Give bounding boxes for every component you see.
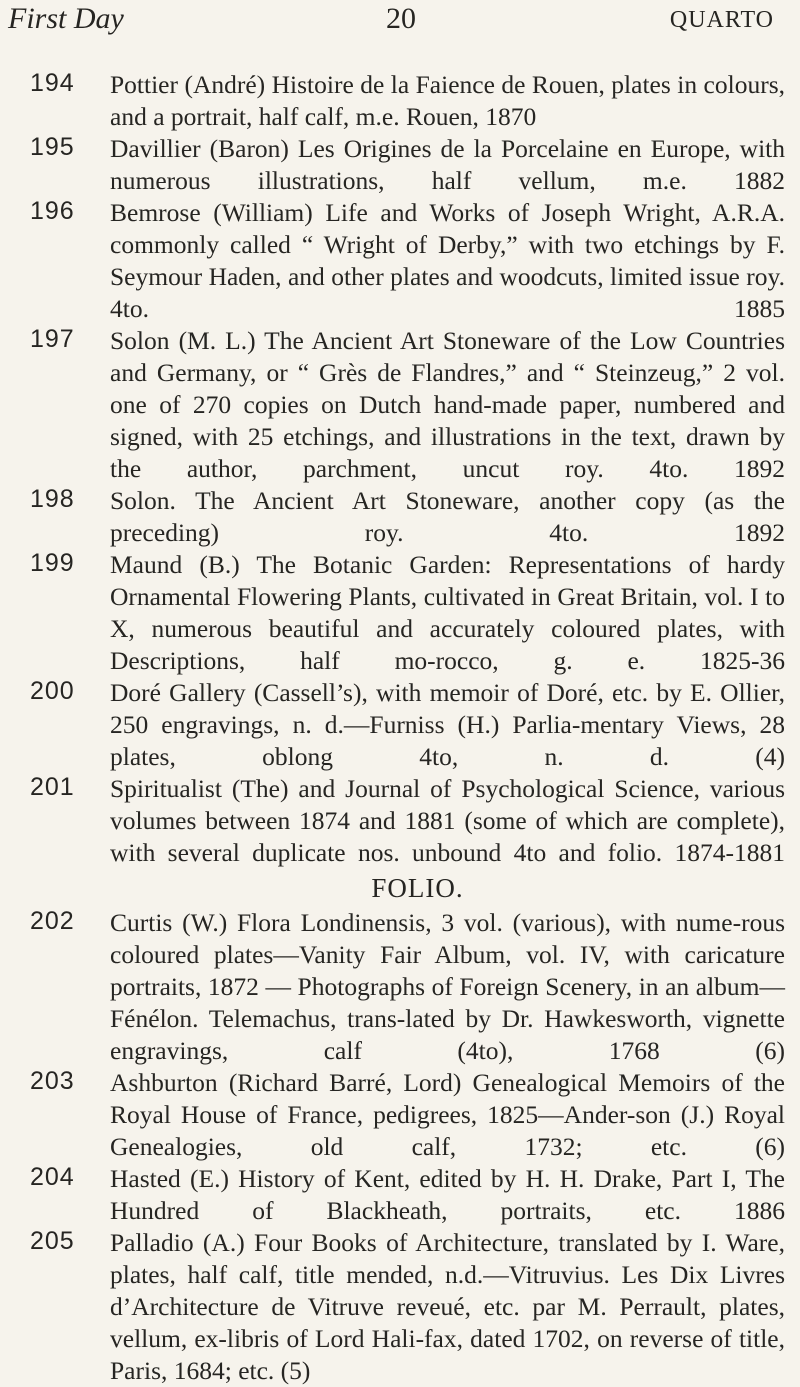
lot-entry bbox=[30, 485, 785, 549]
lot-entry bbox=[30, 1227, 785, 1387]
lot-number: 195 bbox=[30, 133, 75, 161]
lot-number: 201 bbox=[30, 773, 75, 801]
lot-entry bbox=[30, 197, 785, 325]
lot-entry bbox=[30, 549, 785, 677]
lot-number: 198 bbox=[30, 485, 75, 513]
lot-number: 194 bbox=[30, 69, 75, 97]
lot-number: 205 bbox=[30, 1227, 75, 1255]
lot-number: 199 bbox=[30, 549, 75, 577]
section-heading-folio: FOLIO. bbox=[371, 873, 464, 903]
lot-description: Davillier (Baron) Les Origines de la Porcelaine en Europe, with numerous illustrations, half vellum, m.e. 1882 bbox=[110, 134, 785, 195]
lot-description: Spiritualist (The) and Journal of Psychological Science, various volumes between 1874 and 1881 (some of which are complete), with several duplicate nos. unbound 4to and folio. 1874-1881 bbox=[110, 774, 785, 867]
lot-entry bbox=[30, 907, 785, 1067]
header-day: First Day bbox=[8, 2, 124, 35]
lot-number: 200 bbox=[30, 677, 75, 705]
lot-number: 202 bbox=[30, 907, 75, 935]
lot-entry bbox=[30, 773, 785, 869]
lot-description: Hasted (E.) History of Kent, edited by H. H. Drake, Part I, The Hundred of Blackheath, portraits, etc. 1886 bbox=[110, 1164, 785, 1225]
lot-description: Bemrose (William) Life and Works of Joseph Wright, A.R.A. commonly called “ Wright of Derby,” with two etchings by F. Seymour Haden, and other plates and woodcuts, limited issue roy. 4to. 1885 bbox=[110, 198, 785, 323]
lot-description: Pottier (André) Histoire de la Faience de Rouen, plates in colours, and a portrait, half calf, m.e. Rouen, 1870 bbox=[110, 70, 785, 131]
lot-list bbox=[30, 69, 785, 1387]
lot-entry bbox=[30, 325, 785, 485]
lot-entry bbox=[30, 677, 785, 773]
lot-entry bbox=[30, 1163, 785, 1227]
lot-number: 197 bbox=[30, 325, 75, 353]
header-format: QUARTO bbox=[669, 7, 774, 33]
lot-entry bbox=[30, 1067, 785, 1163]
page-number: 20 bbox=[386, 2, 416, 35]
lot-number: 203 bbox=[30, 1067, 75, 1095]
lot-description: Solon (M. L.) The Ancient Art Stoneware of the Low Countries and Germany, or “ Grès de Flandres,” and “ Steinzeug,” 2 vol. one of 270 copies on Dutch hand-made paper, numbered and signed, with 25 etchings, and illustrations in the text, drawn by the author, parchment, uncut roy. 4to. 1892 bbox=[110, 326, 785, 483]
lot-number: 196 bbox=[30, 197, 75, 225]
lot-number: 204 bbox=[30, 1163, 75, 1191]
lot-description: Curtis (W.) Flora Londinensis, 3 vol. (various), with nume-rous coloured plates—Vanity Fair Album, vol. IV, with caricature portraits, 1872 — Photographs of Foreign Scenery, in an album—Fénélon. Telemachus, trans-lated by Dr. Hawkesworth, vignette engravings, calf (4to), 1768 (6) bbox=[110, 908, 785, 1065]
lot-description: Palladio (A.) Four Books of Architecture, translated by I. Ware, plates, half calf, title mended, n.d.—Vitruvius. Les Dix Livres d’Architecture de Vitruve reveué, etc. par M. Perrault, plates, vellum, ex-libris of Lord Hali-fax, dated 1702, on reverse of title, Paris, 1684; etc. (5) bbox=[110, 1228, 785, 1385]
running-header bbox=[8, 2, 774, 42]
lot-description: Ashburton (Richard Barré, Lord) Genealogical Memoirs of the Royal House of France, pedigrees, 1825—Ander-son (J.) Royal Genealogies, old calf, 1732; etc. (6) bbox=[110, 1068, 785, 1161]
lot-description: Maund (B.) The Botanic Garden: Representations of hardy Ornamental Flowering Plants, cultivated in Great Britain, vol. I to X, numerous beautiful and accurately coloured plates, with Descriptions, half mo-rocco, g. e. 1825-36 bbox=[110, 550, 785, 675]
lot-entry bbox=[30, 133, 785, 197]
lot-description: Doré Gallery (Cassell’s), with memoir of Doré, etc. by E. Ollier, 250 engravings, n. d.—Furniss (H.) Parlia-mentary Views, 28 plates, oblong 4to, n. d. (4) bbox=[110, 678, 785, 771]
lot-description: Solon. The Ancient Art Stoneware, another copy (as the preceding) roy. 4to. 1892 bbox=[110, 486, 785, 547]
lot-entry bbox=[30, 69, 785, 133]
